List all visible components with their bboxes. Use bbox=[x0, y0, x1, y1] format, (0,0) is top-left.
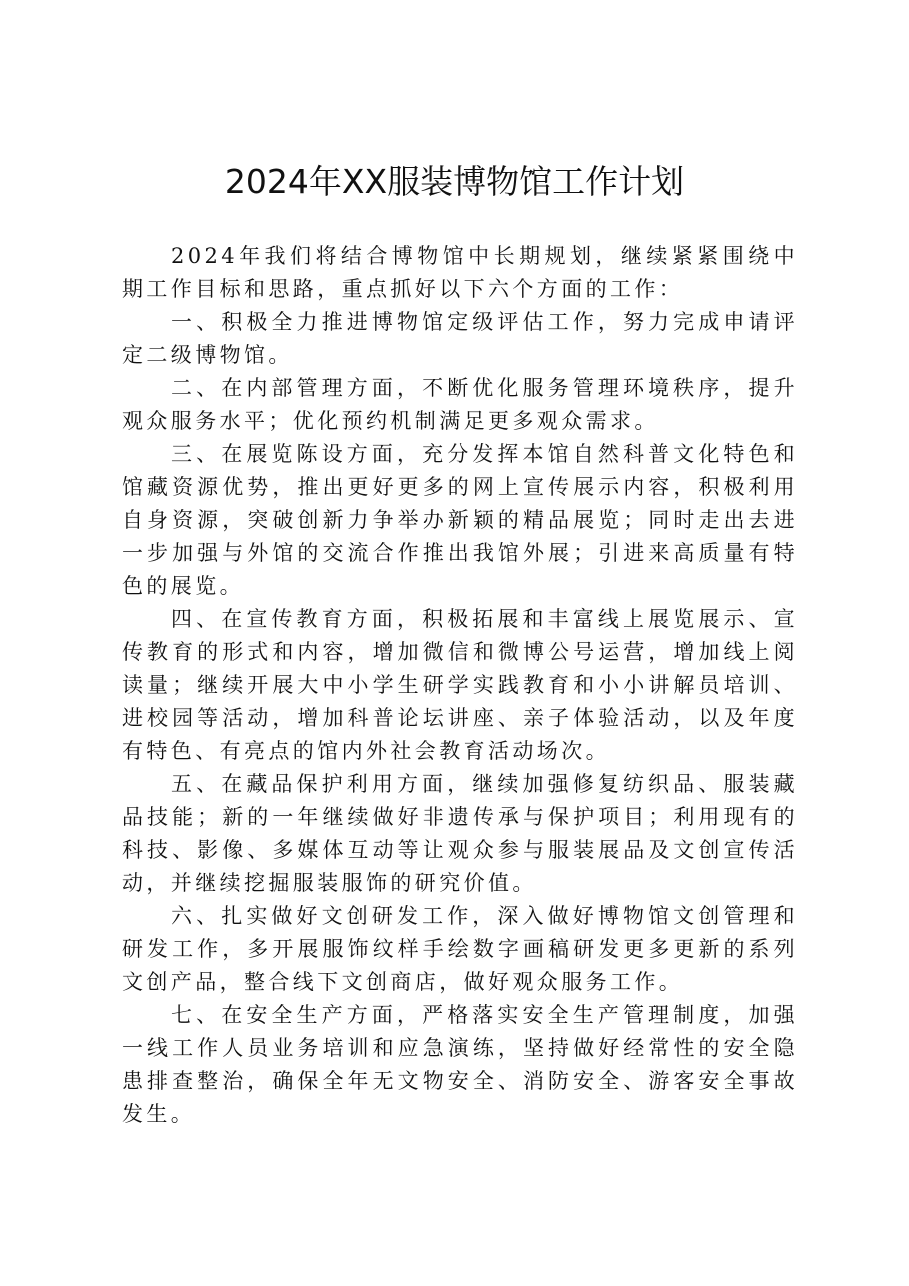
document-title: 2024年XX服装博物馆工作计划 bbox=[224, 162, 685, 201]
paragraph-item-7: 七、在安全生产方面，严格落实安全生产管理制度，加强一线工作人员业务培训和应急演练，坚持做好经常性的安全隐患排查整治，确保全年无文物安全、消防安全、游客安全事故发生。 bbox=[122, 1003, 798, 1126]
paragraph-item-6: 六、扎实做好文创研发工作，深入做好博物馆文创管理和研发工作，多开展服饰纹样手绘数字画稿研发更多更新的系列文创产品，整合线下文创商店，做好观众服务工作。 bbox=[122, 904, 798, 994]
paragraph-item-2: 二、在内部管理方面，不断优化服务管理环境秩序，提升观众服务水平；优化预约机制满足更多观众需求。 bbox=[122, 376, 798, 433]
paragraph-item-3: 三、在展览陈设方面，充分发挥本馆自然科普文化特色和馆藏资源优势，推出更好更多的网上宣传展示内容，积极利用自身资源，突破创新力争举办新颖的精品展览；同时走出去进一步加强与外馆的交流合作推出我馆外展；引进来高质量有特色的展览。 bbox=[122, 442, 798, 598]
document-body bbox=[122, 240, 798, 1131]
paragraph-item-5: 五、在藏品保护利用方面，继续加强修复纺织品、服装藏品技能；新的一年继续做好非遗传承与保护项目；利用现有的科技、影像、多媒体互动等让观众参与服装展品及文创宣传活动，并继续挖掘服装服饰的研究价值。 bbox=[122, 772, 798, 895]
paragraph-item-4: 四、在宣传教育方面，积极拓展和丰富线上展览展示、宣传教育的形式和内容，增加微信和微博公号运营，增加线上阅读量；继续开展大中小学生研学实践教育和小小讲解员培训、进校园等活动，增加科普论坛讲座、亲子体验活动，以及年度有特色、有亮点的馆内外社会教育活动场次。 bbox=[122, 607, 798, 763]
paragraph-intro: 2024年我们将结合博物馆中长期规划，继续紧紧围绕中期工作目标和思路，重点抓好以下六个方面的工作： bbox=[122, 244, 798, 301]
paragraph-item-1: 一、积极全力推进博物馆定级评估工作，努力完成申请评定二级博物馆。 bbox=[122, 310, 798, 367]
